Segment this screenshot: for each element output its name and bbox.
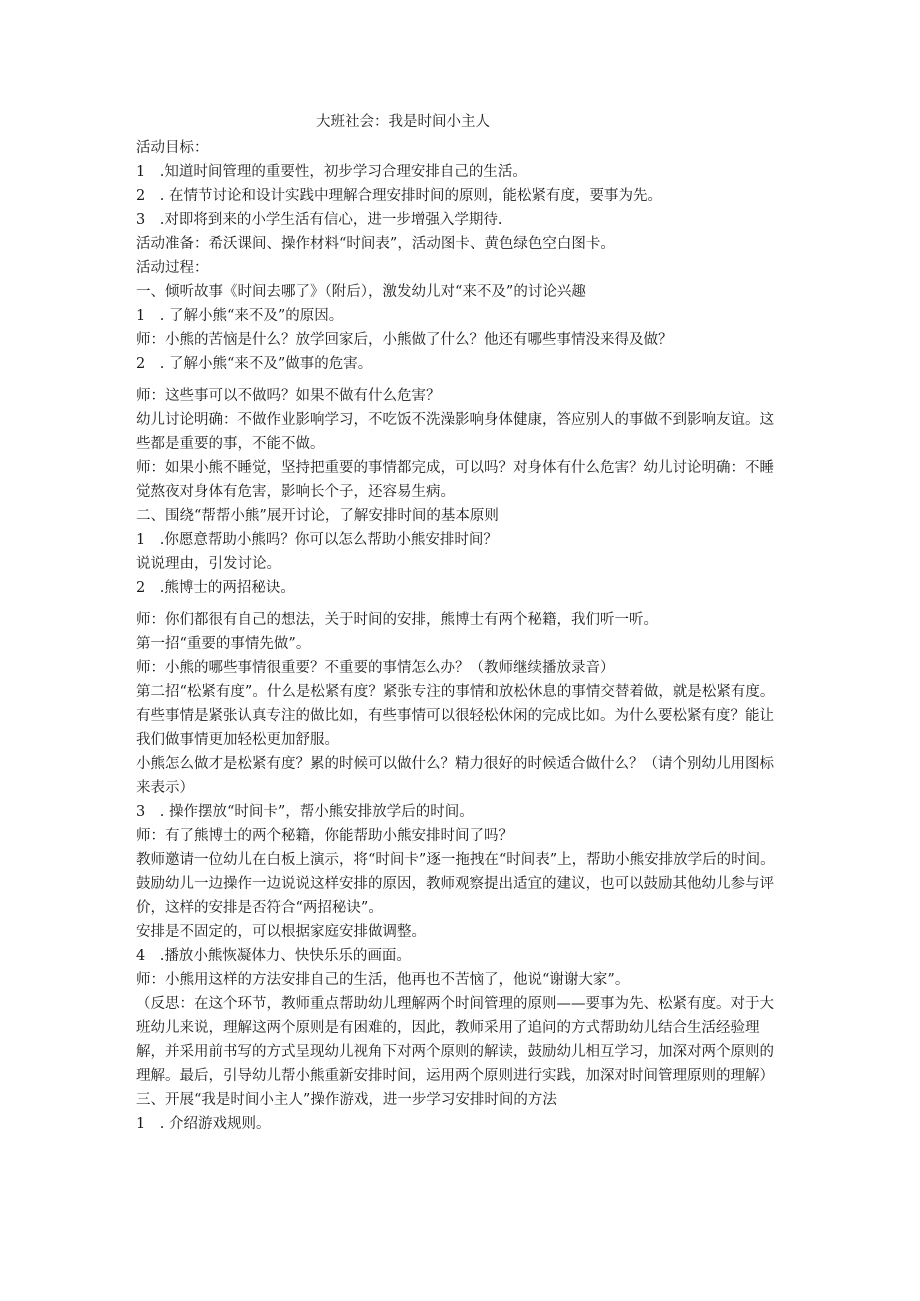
paragraph: 第二招“松紧有度”。什么是松紧有度？紧张专注的事情和放松休息的事情交替着做，就是松紧有度。有些事情是紧张认真专注的做比如，有些事情可以很轻松休闲的完成比如。为什么要松紧有度？能让我们做事情更加轻松更加舒服。	[136, 684, 775, 748]
section-label-process: 活动过程：	[136, 260, 209, 276]
goal-item-2: 2 . 在情节讨论和设计实践中理解合理安排时间的原则，能松紧有度，要事为先。	[136, 188, 662, 204]
goal-item-1: 1 .知道时间管理的重要性，初步学习合理安排自己的生活。	[136, 164, 527, 180]
paragraph: 幼儿讨论明确：不做作业影响学习，不吃饭不洗澡影响身体健康，答应别人的事做不到影响友谊。这些都是重要的事，不能不做。	[136, 412, 774, 452]
part-2-heading: 二、围绕“帮帮小熊”展开讨论，了解安排时间的基本原则	[136, 508, 499, 524]
part-3-step-1: 1 . 介绍游戏规则。	[136, 1116, 271, 1132]
spacer	[136, 600, 786, 608]
part-2-step-4: 4 .播放小熊恢凝体力、快快乐乐的画面。	[136, 948, 411, 964]
paragraph: 安排是不固定的，可以根据家庭安排做调整。	[136, 924, 426, 940]
paragraph: 师：有了熊博士的两个秘籍，你能帮助小熊安排时间了吗？	[136, 828, 513, 844]
paragraph: 师：你们都很有自己的想法，关于时间的安排，熊博士有两个秘籍，我们听一听。	[136, 612, 658, 628]
spacer	[136, 376, 786, 384]
paragraph: 师：小熊用这样的方法安排自己的生活，他再也不苦恼了，他说“谢谢大家”。	[136, 972, 630, 988]
part-1-step-2: 2 . 了解小熊“来不及”做事的危害。	[136, 356, 373, 372]
goal-item-3: 3 .对即将到来的小学生活有信心，进一步增强入学期待.	[136, 212, 503, 228]
reflection-paragraph: （反思：在这个环节，教师重点帮助幼儿理解两个时间管理的原则——要事为先、松紧有度。对于大班幼儿来说，理解这两个原则是有困难的，因此，教师采用了追问的方式帮助幼儿结合生活经验理解，并采用前书写的方式呈现幼儿视角下对两个原则的解读，鼓励幼儿相互学习，加深对两个原则的理解。最后，引导幼儿帮小熊重新安排时间，运用两个原则进行实践，加深对时间管理原则的理解）	[136, 996, 774, 1084]
paragraph: 小熊怎么做才是松紧有度？累的时候可以做什么？精力很好的时候适合做什么？（请个别幼儿用图标来表示）	[136, 756, 774, 796]
part-2-step-3: 3 . 操作摆放“时间卡”，帮小熊安排放学后的时间。	[136, 804, 474, 820]
paragraph: 第一招“重要的事情先做”。	[136, 636, 311, 652]
part-1-heading: 一、倾听故事《时间去哪了》（附后），激发幼儿对“来不及”的讨论兴趣	[136, 284, 586, 300]
part-1-step-1: 1 . 了解小熊“来不及”的原因。	[136, 308, 344, 324]
document-page	[136, 110, 786, 1136]
paragraph: 师：如果小熊不睡觉，坚持把重要的事情都完成，可以吗？对身体有什么危害？幼儿讨论明确：不睡觉熬夜对身体有危害，影响长个子，还容易生病。	[136, 460, 774, 500]
paragraph: 说说理由，引发讨论。	[136, 556, 281, 572]
part-2-step-2: 2 .熊博士的两招秘诀。	[136, 580, 295, 596]
part-2-step-1: 1 .你愿意帮助小熊吗？你可以怎么帮助小熊安排时间？	[136, 532, 498, 548]
paragraph: 师：小熊的哪些事情很重要？不重要的事情怎么办？（教师继续播放录音）	[136, 660, 615, 676]
document-title: 大班社会：我是时间小主人	[316, 114, 490, 130]
part-3-heading: 三、开展“我是时间小主人”操作游戏，进一步学习安排时间的方法	[136, 1092, 557, 1108]
paragraph: 师：这些事可以不做吗？如果不做有什么危害？	[136, 388, 441, 404]
paragraph: 教师邀请一位幼儿在白板上演示，将“时间卡”逐一拖拽在“时间表”上，帮助小熊安排放学后的时间。鼓励幼儿一边操作一边说说这样安排的原因，教师观察提出适宜的建议，也可以鼓励其他幼儿参与评价，这样的安排是否符合“两招秘诀”。	[136, 852, 775, 916]
section-label-goals: 活动目标：	[136, 140, 209, 156]
paragraph: 师：小熊的苦恼是什么？放学回家后，小熊做了什么？他还有哪些事情没来得及做？	[136, 332, 673, 348]
preparation-line: 活动准备：希沃课间、操作材料“时间表”，活动图卡、黄色绿色空白图卡。	[136, 236, 615, 252]
